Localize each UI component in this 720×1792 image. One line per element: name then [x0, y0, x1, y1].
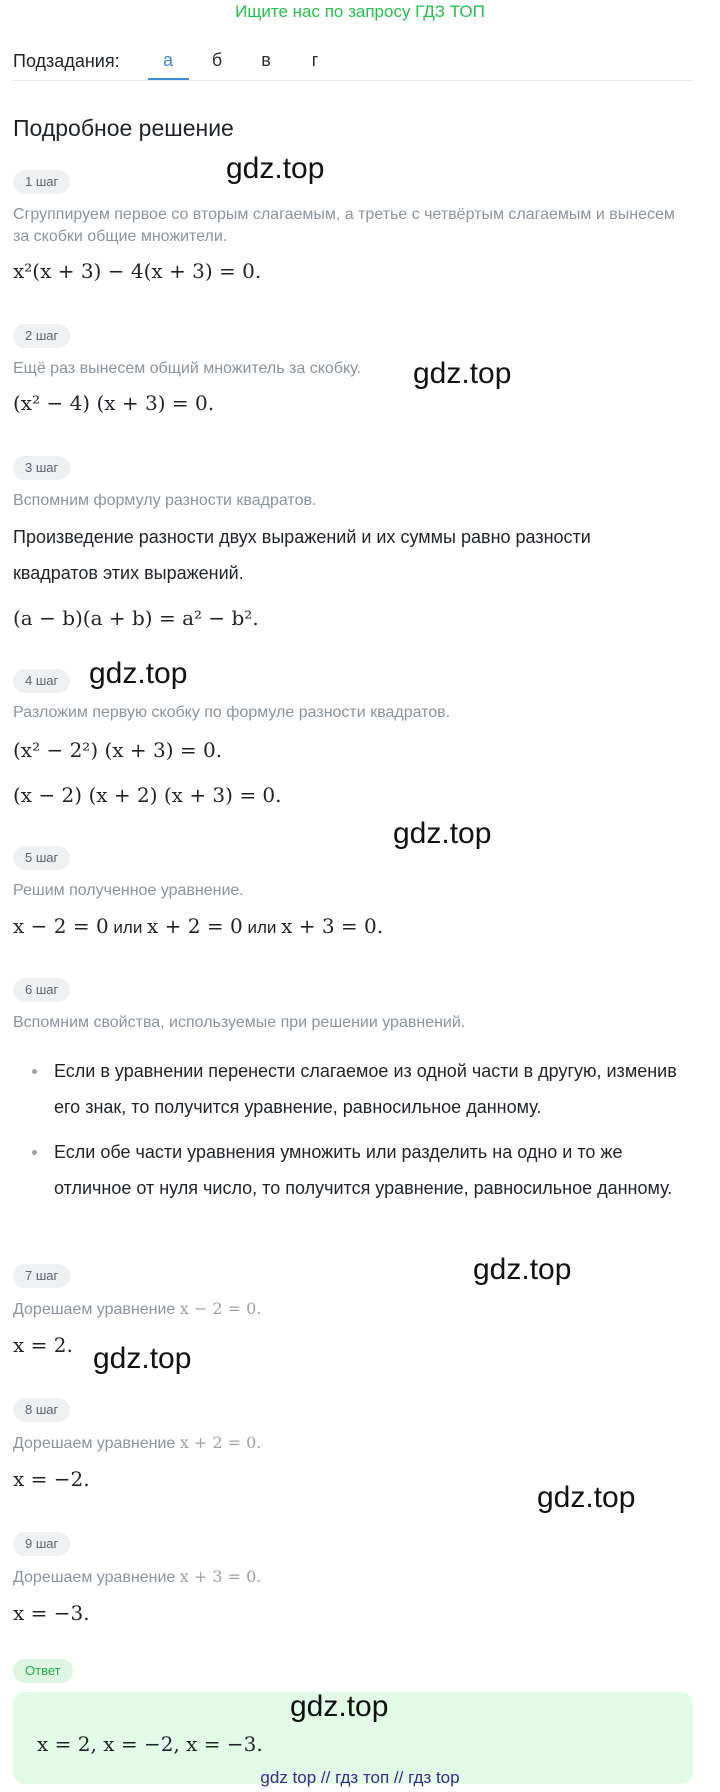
step-3-rule-line-2: квадратов этих выражений.: [13, 563, 244, 583]
property-2-text: Если обе части уравнения умножить или разделить на одно и то же отличное от нуля число, то получится уравнение, равносильное данному.: [54, 1142, 673, 1198]
step-8-badge: 8 шаг: [13, 1398, 70, 1422]
subtasks-label: Подзадания:: [13, 51, 120, 71]
step-3-badge: 3 шаг: [13, 456, 70, 480]
step-9-hint-formula: x + 3 = 0.: [179, 1567, 262, 1586]
answer-formula: x = 2, x = −2, x = −3.: [37, 1732, 263, 1756]
step-7-hint-text: Дорешаем уравнение: [13, 1301, 180, 1318]
watermark: gdz.top: [89, 657, 188, 690]
step-7-badge: 7 шаг: [13, 1264, 70, 1288]
step-1-badge: 1 шаг: [13, 170, 70, 194]
properties-list: [13, 1053, 703, 1215]
watermark: gdz.top: [413, 357, 512, 390]
step-5-eq-a: x − 2 = 0: [13, 914, 109, 938]
active-tab-indicator: [148, 78, 189, 80]
step-8-result: x = −2.: [13, 1467, 90, 1491]
step-2-badge: 2 шаг: [13, 324, 70, 348]
step-5-hint: Решим полученное уравнение.: [13, 882, 244, 899]
step-3-hint: Вспомним формулу разности квадратов.: [13, 492, 317, 509]
tab-g[interactable]: г: [311, 50, 319, 70]
step-3-rule-line-1: Произведение разности двух выражений и их суммы равно разности: [13, 527, 591, 547]
watermark: gdz.top: [473, 1253, 572, 1286]
step-4-badge: 4 шаг: [13, 669, 70, 693]
step-5-formula: [13, 914, 383, 938]
list-item: [13, 1053, 703, 1125]
search-banner: Ищите нас по запросу ГДЗ ТОП: [235, 2, 485, 21]
step-3-formula: (a − b)(a + b) = a² − b².: [13, 606, 259, 630]
step-6-hint: Вспомним свойства, используемые при решении уравнений.: [13, 1014, 466, 1031]
step-6-badge: 6 шаг: [13, 978, 70, 1002]
bullet-icon: [32, 1069, 37, 1074]
footer-links[interactable]: gdz top // гдз топ // гдз top: [260, 1768, 460, 1787]
step-5-eq-b: x + 2 = 0: [147, 914, 243, 938]
step-4-formula-1: (x² − 2²) (x + 3) = 0.: [13, 738, 223, 762]
step-5-or-2: или: [242, 918, 282, 937]
step-2-formula: (x² − 4) (x + 3) = 0.: [13, 391, 215, 415]
bullet-icon: [32, 1150, 37, 1155]
tab-a[interactable]: а: [162, 50, 173, 70]
watermark: gdz.top: [93, 1342, 192, 1375]
watermark: gdz.top: [393, 817, 492, 850]
step-1-formula: x²(x + 3) − 4(x + 3) = 0.: [13, 259, 262, 283]
step-8-hint-text: Дорешаем уравнение: [13, 1435, 180, 1452]
step-8-hint: [13, 1432, 703, 1455]
step-1-hint-line-2: за скобки общие множители.: [13, 228, 228, 245]
step-5-or-1: или: [108, 918, 148, 937]
step-9-result: x = −3.: [13, 1601, 90, 1625]
step-1-hint-line-1: Сгруппируем первое со вторым слагаемым, а третье с четвёртым слагаемым и вынесем: [13, 206, 675, 223]
step-9-hint-text: Дорешаем уравнение: [13, 1569, 180, 1586]
watermark: gdz.top: [226, 152, 325, 185]
step-2-hint: Ещё раз вынесем общий множитель за скобку.: [13, 360, 361, 377]
step-7-hint: [13, 1298, 703, 1321]
property-1-text: Если в уравнении перенести слагаемое из одной части в другую, изменив его знак, то получится уравнение, равносильное данному.: [54, 1061, 677, 1117]
step-7-result: x = 2.: [13, 1333, 73, 1357]
watermark: gdz.top: [290, 1690, 389, 1723]
subtasks-bar: [13, 38, 693, 81]
step-8-hint-formula: x + 2 = 0.: [179, 1433, 262, 1452]
step-9-hint: [13, 1566, 703, 1589]
step-7-hint-formula: x − 2 = 0.: [179, 1299, 262, 1318]
step-5-badge: 5 шаг: [13, 846, 70, 870]
step-4-formula-2: (x − 2) (x + 2) (x + 3) = 0.: [13, 783, 282, 807]
step-9-badge: 9 шаг: [13, 1532, 70, 1556]
section-title: Подробное решение: [13, 115, 234, 141]
list-item: [13, 1134, 703, 1206]
tab-b[interactable]: б: [211, 50, 223, 70]
tab-v[interactable]: в: [261, 50, 271, 70]
step-5-eq-c: x + 3 = 0.: [281, 914, 384, 938]
answer-badge: Ответ: [13, 1659, 73, 1683]
watermark: gdz.top: [537, 1481, 636, 1514]
step-4-hint: Разложим первую скобку по формуле разности квадратов.: [13, 704, 451, 721]
